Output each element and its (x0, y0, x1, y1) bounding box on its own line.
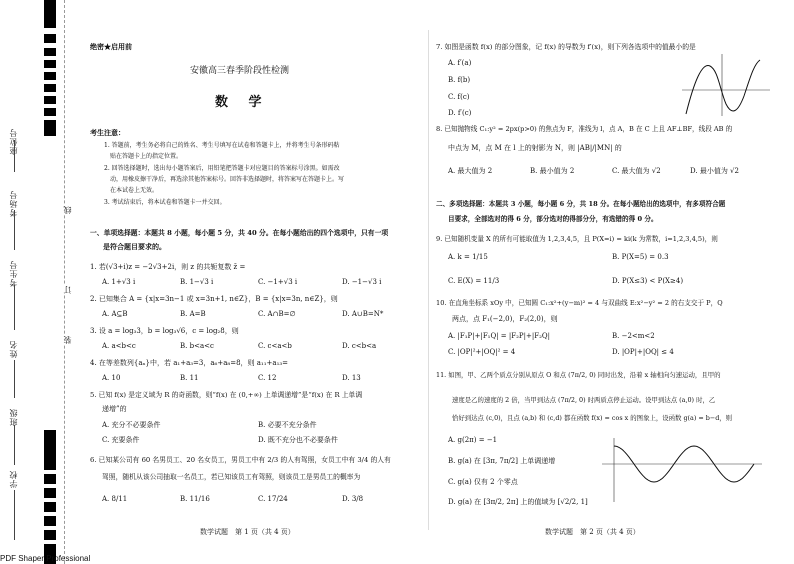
question-1: 1. 若(√3+i)z = −2√3+2i，则 z 的共轭复数 z̄ = (90, 263, 246, 271)
question-3: 3. 设 a = log₃3，b = log₃√6，c = log₂8，则 (90, 327, 239, 335)
q8-option-a: A. 最大值为 2 (448, 167, 493, 175)
notice-line: 贴在答题卡上的指定位置。 (110, 153, 183, 160)
question-11-cont-2: 恰好到达点 (c,0)，且点 (a,b) 和 (c,d) 都在函数 f(x) = cos x 的图象上，设函数 g(a) = b−d，则 (452, 414, 733, 422)
exam-room-label: 考场号 (9, 190, 18, 217)
page2-footer: 数学试题 第 2 页（共 4 页） (545, 528, 640, 536)
binding-stripe-bar (44, 0, 56, 564)
q1-option-b: B. 1−√3 i (180, 278, 214, 286)
section2-heading: 二、多项选择题：本题共 3 小题，每小题 6 分，共 18 分。在每小题给出的选项中，有多项符合题 (436, 200, 726, 208)
q5-option-c: C. 充要条件 (102, 436, 140, 444)
q8-option-c: C. 最大值为 √2 (612, 167, 661, 175)
q1-option-d: D. −1−√3 i (342, 278, 382, 286)
q10-option-a: A. |F₁P|+|F₁Q| = |F₂P|+|F₂Q| (448, 332, 550, 340)
q4-option-b: B. 11 (180, 374, 199, 382)
q7-option-b: B. f(b) (448, 76, 471, 84)
q6-option-c: C. 17/24 (258, 495, 288, 503)
question-4: 4. 在等差数列{aₙ}中，若 a₁+a₃=3，a₆+a₈=8，则 a₁₁+a₁₃= (90, 359, 289, 367)
cut-mark: 线 (63, 205, 72, 214)
page1-footer: 数学试题 第 1 页（共 4 页） (200, 528, 295, 536)
question-5: 5. 已知 f(x) 是定义域为 R 的奇函数，则“f(x) 在 (0,+∞) 上单调递增”是“f(x) 在 R 上单调 (90, 391, 363, 399)
q2-option-c: C. A∩B=∅ (258, 310, 296, 318)
cut-mark: 装 (63, 335, 72, 344)
section2-heading-2: 目要求，全部选对的得 6 分，部分选对的得部分分，有选错的得 0 分。 (448, 215, 658, 223)
question-6: 6. 已知某公司有 60 名男员工、20 名女员工，男员工中有 2/3 的人有驾照，女员工中有 3/4 的人有 (90, 456, 391, 464)
q11-option-c: C. g(a) 仅有 2 个零点 (448, 478, 518, 486)
notice-line: 1. 答题前，考生务必将自己的姓名、考生号填写在试卷和答题卡上，并将考生号条形码粘 (104, 142, 340, 149)
q3-option-d: D. c<b<a (342, 342, 377, 350)
q9-option-d: D. P(X≤3) < P(X≥4) (612, 277, 684, 285)
q11-cosine-graph (600, 436, 765, 506)
q10-option-b: B. −2<m<2 (612, 332, 655, 340)
fill-line (14, 490, 15, 540)
q3-option-a: A. a<b<c (102, 342, 136, 350)
q2-option-a: A. A⊆B (102, 310, 128, 318)
q6-option-b: B. 11/16 (180, 495, 210, 503)
question-6-cont: 驾照，随机从该公司抽取一名员工，若已知该员工有驾照，则该员工是男员工的概率为 (102, 473, 361, 481)
cut-mark: 订 (63, 285, 72, 294)
q11-option-d: D. g(a) 在 [3π/2, 2π] 上的值域为 [√2/2, 1] (448, 498, 588, 506)
question-10-cont: 两点，点 F₁(−2,0)，F₂(2,0)，则 (452, 315, 558, 323)
q2-option-d: D. A∪B=N* (342, 310, 384, 318)
notice-line: 2. 回答选择题时，选出每小题答案后，用铅笔把答题卡对应题目的答案标号涂黑。如需改 (104, 165, 340, 172)
school-label: 学校 (9, 470, 18, 488)
q11-option-a: A. g(2π) = −1 (448, 436, 498, 444)
q4-option-c: C. 12 (258, 374, 277, 382)
q9-option-b: B. P(X=5) = 0.3 (612, 253, 669, 261)
q11-option-b: B. g(a) 在 [3π, 7π/2] 上单调递增 (448, 457, 556, 465)
question-5-cont: 递增”的 (102, 405, 127, 413)
question-2: 2. 已知集合 A = {x|x=3n−1 或 x=3n+1, n∈Z}，B = {x|x=3n, n∈Z}，则 (90, 295, 338, 303)
q1-option-a: A. 1+√3 i (102, 278, 136, 286)
q9-option-c: C. E(X) = 11/3 (448, 277, 500, 285)
question-7: 7. 如图是函数 f(x) 的部分图象，记 f(x) 的导数为 f′(x)，则下列各选项中的值最小的是 (436, 43, 696, 51)
seat-number-label: 座位号 (9, 128, 18, 155)
class-label: 班级 (9, 408, 18, 426)
q7-option-c: C. f(c) (448, 93, 470, 101)
q5-option-a: A. 充分不必要条件 (102, 421, 161, 429)
q8-option-d: D. 最小值为 √2 (690, 167, 739, 175)
fill-line (14, 425, 15, 465)
q10-option-c: C. |OP|²+|OQ|² = 4 (448, 348, 516, 356)
q5-option-d: D. 既不充分也不必要条件 (258, 436, 338, 444)
q6-option-d: D. 3/8 (342, 495, 364, 503)
question-9: 9. 已知随机变量 X 的所有可能取值为 1,2,3,4,5，且 P(X=i) = ki(k 为常数，i=1,2,3,4,5)，则 (436, 235, 718, 243)
q5-option-b: B. 必要不充分条件 (258, 421, 317, 429)
cut-dash-line (64, 0, 65, 564)
q9-option-a: A. k = 1/15 (448, 253, 488, 261)
watermark: PDF Shaper Professional (0, 554, 91, 563)
notice-title: 考生注意： (90, 128, 125, 137)
q8-option-b: B. 最小值为 2 (530, 167, 575, 175)
notice-line: 3. 考试结束后，将本试卷和答题卡一并交回。 (104, 199, 226, 206)
student-id-label: 考生号 (9, 260, 18, 287)
q7-option-d: D. f′(c) (448, 109, 472, 117)
notice-line: 在本试卷上无效。 (110, 187, 159, 194)
subject-title: 数 学 (215, 95, 270, 110)
notice-line: 动，用橡皮擦干净后，再选涂其他答案标号。回答非选择题时，将答案写在答题卡上。写 (110, 176, 345, 183)
q1-option-c: C. −1+√3 i (258, 278, 298, 286)
page-divider (428, 30, 429, 530)
q6-option-a: A. 8/11 (102, 495, 128, 503)
section1-heading: 一、单项选择题：本题共 8 小题，每小题 5 分，共 40 分。在每小题给出的四个选项中，只有一项 (90, 229, 389, 237)
fill-line (14, 140, 15, 172)
question-11-cont: 速度是乙的速度的 2 倍，当甲到达点 (7π/2, 0) 时两质点停止运动。设甲到达点 (a,0) 时，乙 (452, 396, 716, 404)
question-10: 10. 在直角坐标系 xOy 中，已知圆 C₁:x²+(y−m)² = 4 与双曲线 E:x²−y² = 2 的右支交于 P，Q (436, 299, 723, 307)
q10-option-d: D. |OP|+|OQ| ≤ 4 (612, 348, 674, 356)
question-8-cont: 中点为 M，点 M 在 l 上的射影为 N，则 |AB|/|MN| 的 (448, 144, 622, 152)
fill-line (14, 360, 15, 398)
fill-line (14, 210, 15, 250)
fill-line (14, 285, 15, 330)
q3-option-b: B. b<a<c (180, 342, 214, 350)
q4-option-a: A. 10 (102, 374, 121, 382)
exam-title: 安徽高三春季阶段性检测 (190, 66, 290, 76)
secret-mark: 绝密★启用前 (90, 42, 132, 51)
q2-option-b: B. A=B (180, 310, 206, 318)
question-8: 8. 已知抛物线 C₁:y² = 2px(p>0) 的焦点为 F，准线为 l，点 A，B 在 C 上且 AF⊥BF，线段 AB 的 (436, 125, 733, 133)
section1-heading-2: 是符合题目要求的。 (103, 242, 166, 251)
name-label: 姓名 (9, 340, 18, 358)
q7-option-a: A. f′(a) (448, 59, 472, 67)
question-11: 11. 如图，甲、乙两个质点分别从原点 O 和点 (7π/2, 0) 同时出发，沿着 x 轴相向匀速运动，且甲的 (436, 371, 721, 379)
q7-function-graph (680, 52, 772, 118)
q3-option-c: C. c<a<b (258, 342, 292, 350)
q4-option-d: D. 13 (342, 374, 361, 382)
